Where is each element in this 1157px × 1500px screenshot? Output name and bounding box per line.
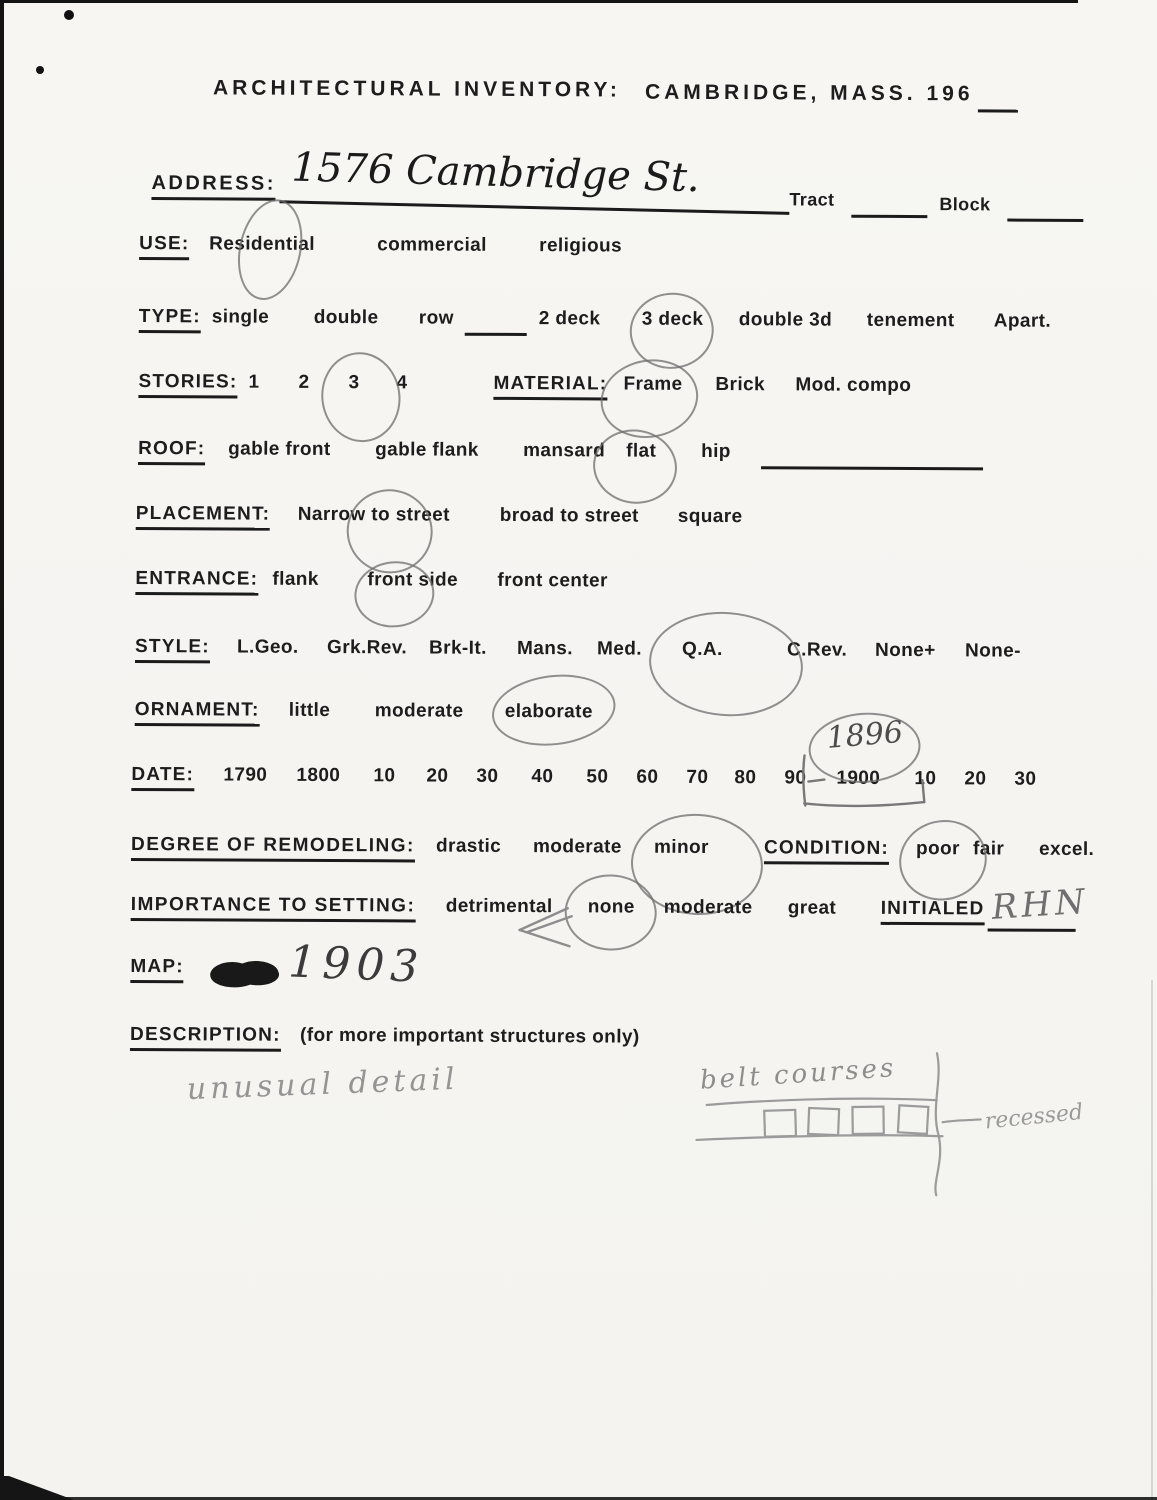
type-row (0, 305, 1156, 341)
form-title-left: ARCHITECTURAL INVENTORY: (212, 76, 621, 102)
date-1900: 1900 (836, 767, 881, 789)
placement-option-narrow: Narrow to street (297, 503, 450, 526)
placement-option-square: square (677, 505, 743, 528)
style-option-grkrev: Grk.Rev. (327, 636, 408, 659)
roof-option-flat: flat (626, 440, 657, 462)
date-20: 20 (426, 765, 449, 787)
style-option-crev: C.Rev. (787, 639, 848, 661)
remodeling-option-drastic: drastic (435, 835, 502, 857)
remodeling-option-minor: minor (653, 836, 709, 858)
date-30b: 30 (1014, 768, 1037, 790)
pencil-arrow-none (509, 894, 581, 956)
pencil-bracket-1900 (788, 753, 938, 812)
entrance-row (0, 567, 1154, 603)
ornament-option-little: little (288, 699, 331, 722)
type-option-2deck: 2 deck (538, 308, 601, 330)
description-label: DESCRIPTION: (130, 1024, 281, 1052)
type-option-3deck: 3 deck (641, 308, 704, 330)
use-option-religious: religious (539, 235, 623, 257)
importance-option-great: great (787, 897, 837, 919)
type-option-double3d: double 3d (738, 309, 833, 331)
style-option-brkit: Brk-It. (429, 637, 487, 659)
tract-blank-line (851, 214, 927, 218)
block-label: Block (939, 194, 991, 215)
year-blank-line (978, 108, 1018, 112)
row-blank-line (465, 332, 527, 336)
note-recessed: recessed (983, 1099, 1085, 1135)
material-option-brick: Brick (715, 374, 766, 396)
condition-option-fair: fair (972, 838, 1005, 860)
note-unusual-detail: unusual detail (186, 1061, 460, 1108)
date-1800: 1800 (296, 764, 341, 787)
entrance-label: ENTRANCE: (135, 568, 258, 596)
material-option-frame: Frame (623, 373, 683, 395)
date-50: 50 (586, 766, 609, 788)
material-label: MATERIAL: (493, 373, 607, 401)
stories-option-1: 1 (248, 371, 260, 393)
pencil-circle-residential (229, 193, 311, 306)
date-1790: 1790 (223, 764, 268, 786)
form-title-right: CAMBRIDGE, MASS. 196 (644, 80, 974, 106)
entrance-option-flank: flank (272, 568, 319, 590)
roof-option-gableflank: gable flank (375, 439, 479, 461)
date-40: 40 (531, 766, 554, 788)
type-option-tenement: tenement (866, 309, 955, 332)
condition-option-poor: poor (915, 838, 960, 860)
type-option-double: double (313, 306, 379, 329)
placement-option-broad: broad to street (499, 504, 639, 527)
date-90: 90 (784, 767, 807, 789)
use-option-residential: Residential (209, 233, 316, 255)
importance-option-moderate: moderate (663, 896, 753, 919)
type-option-row: row (418, 307, 454, 329)
date-80: 80 (734, 767, 757, 789)
style-option-mans: Mans. (517, 637, 573, 660)
stories-option-4: 4 (396, 372, 408, 394)
type-label: TYPE: (139, 306, 201, 333)
pencil-circle-stories3 (316, 347, 406, 447)
style-option-lgeo: L.Geo. (237, 636, 299, 658)
pencil-circle-elaborate (488, 668, 619, 752)
remodeling-label: DEGREE OF REMODELING: (131, 834, 415, 862)
pencil-circle-flat (588, 424, 682, 509)
tract-label: Tract (789, 189, 835, 210)
roof-option-gablefront: gable front (228, 438, 331, 461)
style-label: STYLE: (135, 636, 210, 663)
date-70: 70 (686, 766, 709, 788)
stories-option-3: 3 (348, 372, 360, 394)
roof-label: ROOF: (138, 438, 205, 465)
style-option-noneminus: None- (965, 640, 1021, 662)
entrance-option-frontcenter: front center (497, 569, 608, 592)
date-30: 30 (476, 765, 499, 787)
type-option-apart: Apart. (993, 310, 1052, 332)
pencil-circle-poor (891, 811, 995, 910)
stories-label: STORIES: (138, 371, 237, 399)
use-row (0, 232, 1156, 268)
belt-course-sketch (684, 1048, 1095, 1200)
date-annotation-1896: 1896 (825, 714, 905, 756)
style-option-qa: Q.A. (682, 638, 723, 661)
date-10b: 10 (914, 768, 937, 790)
date-row (0, 763, 1153, 799)
remodeling-option-moderate: moderate (532, 836, 622, 858)
map-value: 1903 (287, 936, 426, 993)
roof-option-mansard: mansard (523, 440, 606, 462)
address-value: 1576 Cambridge St. (291, 144, 701, 202)
initialed-value: RHN (990, 881, 1090, 928)
ornament-option-moderate: moderate (374, 700, 464, 722)
stories-option-2: 2 (298, 371, 310, 393)
importance-option-none: none (587, 896, 635, 918)
address-label: ADDRESS: (151, 172, 276, 201)
entrance-option-frontside: front side (367, 569, 459, 591)
date-10: 10 (373, 765, 396, 787)
map-label: MAP: (130, 956, 184, 983)
initialed-label: INITIALED (881, 898, 985, 926)
block-blank-line (1007, 218, 1083, 222)
date-label: DATE: (131, 764, 194, 791)
use-label: USE: (139, 233, 189, 260)
date-20b: 20 (964, 768, 987, 790)
placement-row (0, 502, 1155, 538)
condition-label: CONDITION: (764, 837, 889, 865)
condition-option-excel: excel. (1038, 838, 1095, 861)
initialed-blank-line (988, 927, 1076, 931)
style-option-med: Med. (597, 638, 643, 660)
roof-option-hip: hip (701, 440, 731, 463)
style-row (0, 635, 1154, 671)
ornament-option-elaborate: elaborate (504, 700, 593, 723)
type-option-single: single (211, 306, 270, 328)
importance-label: IMPORTANCE TO SETTING: (131, 894, 416, 922)
use-option-commercial: commercial (377, 234, 487, 256)
material-option-modcompo: Mod. compo (795, 374, 912, 397)
map-ink-blob (198, 954, 286, 994)
map-row (0, 955, 1152, 991)
date-60: 60 (636, 766, 659, 788)
ornament-label: ORNAMENT: (135, 699, 260, 727)
style-option-noneplus: None+ (875, 639, 936, 662)
note-belt-courses: belt courses (699, 1053, 898, 1096)
stories-row (0, 370, 1156, 406)
description-note: (for more important structures only) (299, 1024, 640, 1048)
placement-label: PLACEMENT: (136, 503, 271, 531)
importance-option-detrimental: detrimental (445, 895, 553, 918)
